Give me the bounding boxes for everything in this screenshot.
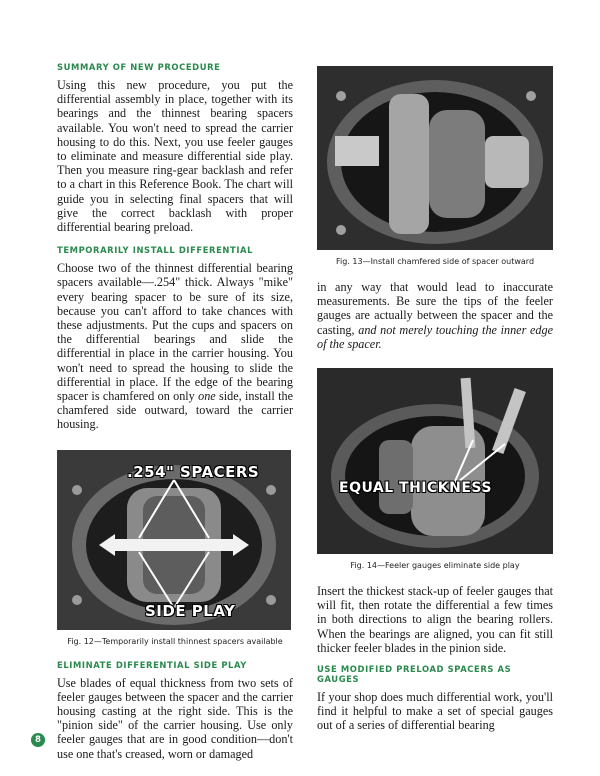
fig-13-photo: [317, 66, 553, 250]
differential-case-illustration: [317, 66, 553, 250]
fig-13-caption: Fig. 13—Install chamfered side of spacer outward: [335, 257, 535, 266]
temporarily-install-paragraph: Choose two of the thinnest differential bearing spacers available—.254" thick. Always "mike" every bearing spacer to be sure of its size, because you can't afford to take chances with these adjustments. Put the cups and spacers on the differential bearings and slide the differential in place in the carrier housing. You won't need to spread the housing to slide the differential in place. If the edge of the bearing spacer is chamfered on only one side, install the chamfered side outward, toward the carrier housing.: [57, 261, 293, 432]
fig-14-equal-thickness-label: EQUAL THICKNESS: [339, 480, 492, 497]
fig-14-caption: Fig. 14—Feeler gauges eliminate side play: [350, 561, 520, 571]
temporarily-install-heading: TEMPORARILY INSTALL DIFFERENTIAL: [57, 245, 254, 256]
summary-heading: SUMMARY OF NEW PROCEDURE: [57, 62, 221, 72]
page-number-badge: 8: [31, 733, 45, 747]
insert-paragraph: Insert the thickest stack-up of feeler gauges that will fit, then rotate the differential a few times in both directions to align the bearing rollers. When the bearings are aligned, you can fit still thicker feeler blades in the pinion side.: [317, 584, 553, 655]
eliminate-side-play-paragraph: Use blades of equal thickness from two sets of feeler gauges between the spacer and the carrier housing casting at the right side. This is the "pinion side" of the carrier housing. Use only feeler gauges that are in good condition—don't use one that's creased, worn or damaged: [57, 675, 293, 761]
fig-12-photo: [57, 450, 291, 630]
continuation-paragraph: in any way that would lead to inaccurate measurements. Be sure the tips of the feeler gauges are actually between the spacer and the casting, and not merely touching the inner edge of the spacer.: [317, 280, 553, 351]
left-column: [57, 62, 293, 761]
feeler-gauge-illustration: [317, 368, 553, 554]
fig-14-photo: [317, 368, 553, 554]
modified-spacers-paragraph: If your shop does much differential work, you'll find it helpful to make a set of special gauges out of a series of differential bearing: [317, 690, 553, 733]
modified-spacers-heading: USE MODIFIED PRELOAD SPACERS AS GAUGES: [317, 664, 512, 685]
right-column: [317, 66, 553, 733]
eliminate-side-play-heading: ELIMINATE DIFFERENTIAL SIDE PLAY: [57, 659, 247, 670]
fig-12-caption: Fig. 12—Temporarily install thinnest spacers available: [67, 636, 283, 646]
summary-paragraph: Using this new procedure, you put the differential assembly in place, together with its bearings and the thinnest bearing spacers available. You won't need to spread the carrier housing to do this. Next, you use feeler gauges to eliminate and measure differential side play. Then you measure ring-gear backlash and refer to a chart in this Reference Book. The chart will guide you in selecting final spacers that will give the correct backlash with proper differential bearing preload.: [57, 78, 293, 235]
fig-12-side-play-label: SIDE PLAY: [145, 601, 236, 620]
fig-12-spacers-label: .254" SPACERS: [127, 462, 260, 481]
